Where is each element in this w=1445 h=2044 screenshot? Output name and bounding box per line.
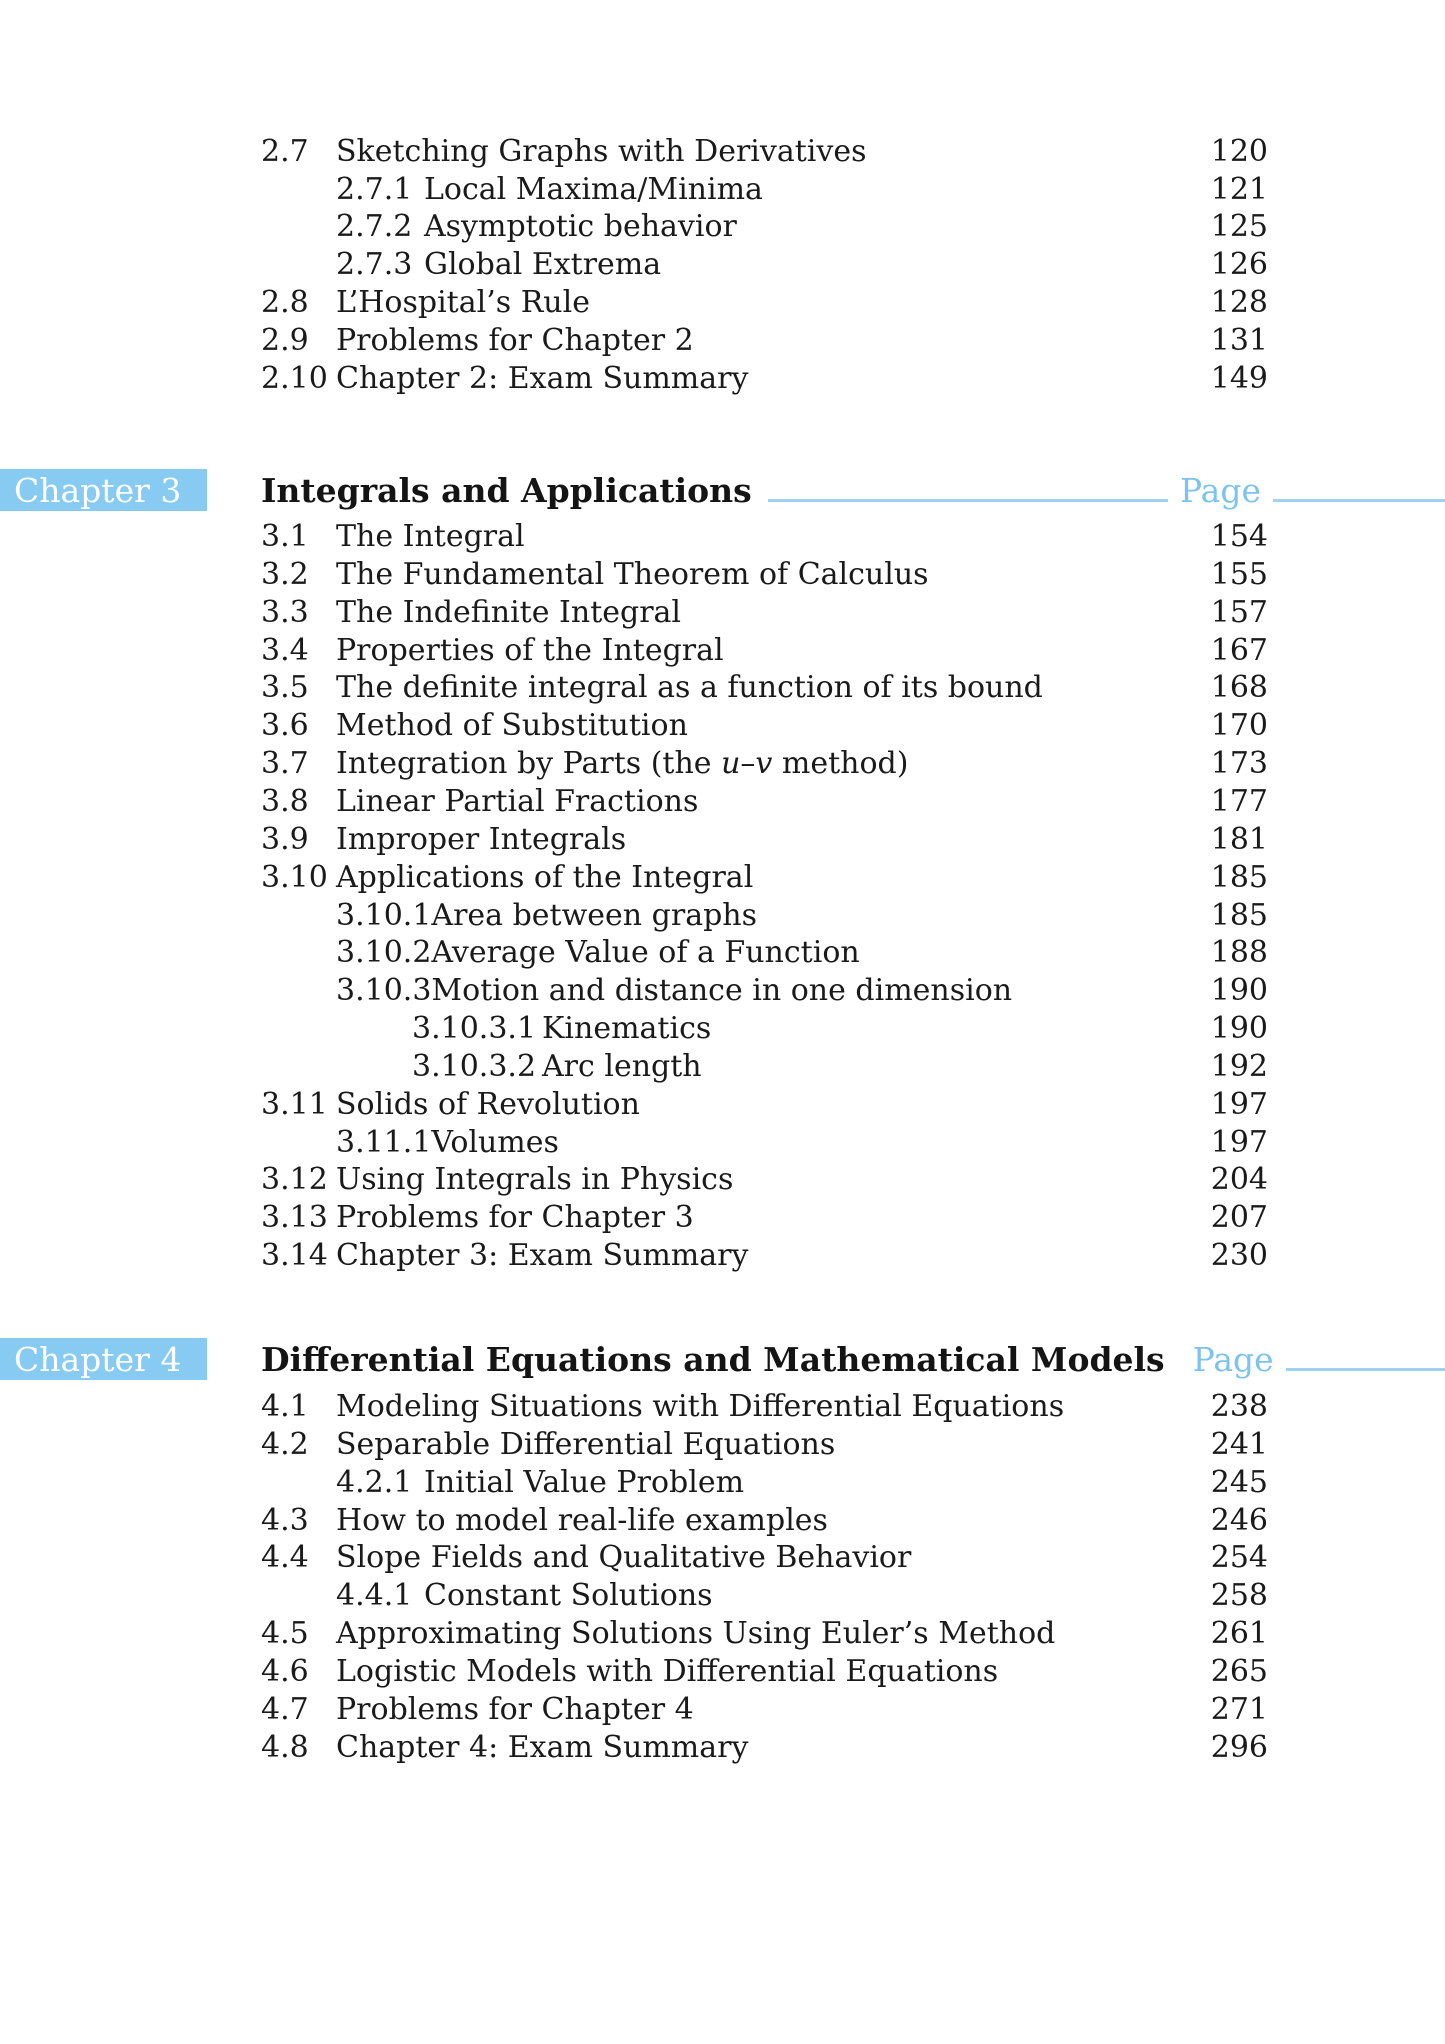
- toc-entry-page-number: 197: [1210, 1086, 1268, 1122]
- toc-entry-number: 3.10.2: [336, 935, 432, 971]
- toc-entry-number: 3.10: [261, 859, 328, 895]
- toc-entry-title: Chapter 2: Exam Summary: [336, 360, 749, 396]
- toc-entry[interactable]: [261, 1426, 1268, 1464]
- toc-entry-title: Volumes: [431, 1124, 559, 1160]
- toc-entry-number: 2.8: [261, 285, 309, 321]
- toc-entry-number: 2.7.1: [336, 171, 413, 207]
- toc-entry[interactable]: [261, 821, 1268, 859]
- toc-entry-title: Initial Value Problem: [424, 1464, 745, 1500]
- toc-entry-page-number: 185: [1210, 897, 1268, 933]
- toc-entry-number: 4.8: [261, 1729, 309, 1765]
- toc-entry-title: L’Hospital’s Rule: [336, 285, 590, 321]
- toc-entry-title: Modeling Situations with Differential Equations: [336, 1389, 1065, 1425]
- toc-entry-title: Chapter 4: Exam Summary: [336, 1729, 749, 1765]
- toc-entry-page-number: 168: [1210, 670, 1268, 706]
- toc-entry-number: 2.10: [261, 360, 328, 396]
- toc-entry-page-number: 181: [1210, 821, 1268, 857]
- toc-entry[interactable]: [261, 171, 1268, 209]
- toc-entry-page-number: 120: [1210, 133, 1268, 169]
- chapter4-title-row: [261, 1338, 1445, 1380]
- toc-entry-page-number: 258: [1210, 1578, 1268, 1614]
- toc-entry[interactable]: [261, 972, 1268, 1010]
- toc-entry-title: Kinematics: [542, 1011, 712, 1047]
- toc-entry-title: Approximating Solutions Using Euler’s Method: [336, 1616, 1056, 1652]
- toc-entry-title: Problems for Chapter 4: [336, 1691, 694, 1727]
- toc-entry[interactable]: [261, 284, 1268, 322]
- toc-entry-title: Chapter 3: Exam Summary: [336, 1238, 749, 1274]
- toc-entry-number: 3.13: [261, 1200, 328, 1236]
- toc-entry-page-number: 271: [1210, 1691, 1268, 1727]
- chapter3-page-label: Page: [1179, 471, 1261, 510]
- toc-entry-page-number: 192: [1210, 1048, 1268, 1084]
- toc-entry-page-number: 121: [1210, 171, 1268, 207]
- toc-entry-title: Method of Substitution: [336, 708, 688, 744]
- toc-entry[interactable]: [261, 1124, 1268, 1162]
- toc-entry[interactable]: [261, 246, 1268, 284]
- toc-entry-title: Logistic Models with Differential Equations: [336, 1653, 999, 1689]
- toc-entry[interactable]: [261, 1464, 1268, 1502]
- toc-entry-title: Problems for Chapter 3: [336, 1200, 694, 1236]
- toc-entry-page-number: 241: [1210, 1426, 1268, 1462]
- toc-entry-page-number: 125: [1210, 209, 1268, 245]
- chapter3-title: Integrals and Applications: [261, 471, 752, 510]
- toc-entry-page-number: 131: [1210, 322, 1268, 358]
- chapter4-page-label: Page: [1192, 1340, 1274, 1379]
- toc-section-chapter4: [261, 1388, 1268, 1766]
- toc-entry-number: 3.8: [261, 784, 309, 820]
- chapter4-tab: [0, 1338, 207, 1380]
- toc-entry-page-number: 185: [1210, 859, 1268, 895]
- toc-entry[interactable]: [261, 1615, 1268, 1653]
- toc-entry-page-number: 149: [1210, 360, 1268, 396]
- toc-entry-page-number: 261: [1210, 1616, 1268, 1652]
- chapter3-title-row: [261, 469, 1445, 511]
- toc-entry-title: The Integral: [336, 519, 525, 555]
- toc-entry[interactable]: [261, 632, 1268, 670]
- toc-entry-number: 3.10.3: [336, 973, 432, 1009]
- toc-entry-number: 3.5: [261, 670, 309, 706]
- toc-entry-title: Slope Fields and Qualitative Behavior: [336, 1540, 912, 1576]
- toc-section-chapter2-continued: [261, 133, 1268, 398]
- toc-entry-title: Asymptotic behavior: [424, 209, 737, 245]
- toc-entry-number: 4.4: [261, 1540, 309, 1576]
- toc-entry-number: 3.14: [261, 1238, 328, 1274]
- toc-entry[interactable]: [261, 518, 1268, 556]
- toc-entry-number: 2.9: [261, 322, 309, 358]
- toc-entry-page-number: 177: [1210, 784, 1268, 820]
- toc-entry[interactable]: [261, 1539, 1268, 1577]
- toc-entry-title: Using Integrals in Physics: [336, 1162, 734, 1198]
- chapter3-tab-label: Chapter 3: [14, 470, 182, 510]
- toc-entry[interactable]: [261, 1162, 1268, 1200]
- toc-entry-page-number: 167: [1210, 632, 1268, 668]
- toc-entry-page-number: 126: [1210, 247, 1268, 283]
- page-column-rule: [1273, 499, 1445, 502]
- toc-entry-page-number: 188: [1210, 935, 1268, 971]
- toc-entry-title: Properties of the Integral: [336, 632, 724, 668]
- toc-entry-number: 4.3: [261, 1502, 309, 1538]
- toc-entry-page-number: 254: [1210, 1540, 1268, 1576]
- toc-entry-title: Linear Partial Fractions: [336, 784, 699, 820]
- toc-entry-title: Local Maxima/Minima: [424, 171, 763, 207]
- toc-entry-number: 3.2: [261, 556, 309, 592]
- toc-entry-number: 4.1: [261, 1389, 309, 1425]
- toc-entry[interactable]: [261, 1237, 1268, 1275]
- toc-entry-page-number: 245: [1210, 1464, 1268, 1500]
- chapter3-tab: [0, 469, 207, 511]
- toc-entry-title: Solids of Revolution: [336, 1086, 640, 1122]
- toc-entry[interactable]: [261, 1199, 1268, 1237]
- toc-entry-page-number: 230: [1210, 1238, 1268, 1274]
- toc-entry[interactable]: [261, 208, 1268, 246]
- toc-entry-number: 4.6: [261, 1653, 309, 1689]
- toc-entry-title: How to model real-life examples: [336, 1502, 828, 1538]
- toc-entry-number: 4.5: [261, 1616, 309, 1652]
- toc-entry[interactable]: [261, 859, 1268, 897]
- chapter4-title: Differential Equations and Mathematical Models: [261, 1340, 1165, 1379]
- toc-entry[interactable]: [261, 322, 1268, 360]
- toc-entry[interactable]: [261, 360, 1268, 398]
- toc-entry[interactable]: [261, 1729, 1268, 1767]
- toc-entry-number: 3.4: [261, 632, 309, 668]
- chapter4-tab-label: Chapter 4: [14, 1339, 182, 1379]
- toc-entry-title: Sketching Graphs with Derivatives: [336, 133, 867, 169]
- toc-entry-page-number: 128: [1210, 285, 1268, 321]
- toc-entry-page-number: 157: [1210, 594, 1268, 630]
- toc-entry[interactable]: [261, 934, 1268, 972]
- toc-entry-title: Applications of the Integral: [336, 859, 754, 895]
- toc-entry[interactable]: [261, 1010, 1268, 1048]
- toc-entry-page-number: 238: [1210, 1389, 1268, 1425]
- toc-entry-page-number: 190: [1210, 973, 1268, 1009]
- toc-entry-title: Problems for Chapter 2: [336, 322, 694, 358]
- toc-entry[interactable]: [261, 1691, 1268, 1729]
- toc-entry-number: 3.11.1: [336, 1124, 432, 1160]
- toc-entry-page-number: 296: [1210, 1729, 1268, 1765]
- toc-entry[interactable]: [261, 1653, 1268, 1691]
- toc-entry-title: Average Value of a Function: [431, 935, 860, 971]
- toc-section-chapter3: [261, 518, 1268, 1275]
- toc-entry-title: Motion and distance in one dimension: [431, 973, 1013, 1009]
- toc-entry[interactable]: [261, 1048, 1268, 1086]
- toc-entry-number: 3.9: [261, 821, 309, 857]
- toc-entry-title: Arc length: [542, 1048, 702, 1084]
- toc-entry[interactable]: [261, 133, 1268, 171]
- toc-entry[interactable]: [261, 556, 1268, 594]
- toc-entry-title: The Fundamental Theorem of Calculus: [336, 556, 929, 592]
- toc-entry[interactable]: [261, 897, 1268, 935]
- toc-entry-number: 4.2.1: [336, 1464, 413, 1500]
- toc-entry-page-number: 154: [1210, 519, 1268, 555]
- toc-entry-page-number: 207: [1210, 1200, 1268, 1236]
- toc-entry-number: 3.3: [261, 594, 309, 630]
- toc-entry-number: 4.2: [261, 1426, 309, 1462]
- toc-entry[interactable]: [261, 1577, 1268, 1615]
- toc-entry[interactable]: [261, 1388, 1268, 1426]
- toc-entry-number: 3.1: [261, 519, 309, 555]
- toc-entry[interactable]: [261, 1502, 1268, 1540]
- toc-entry-title: The Indefinite Integral: [336, 594, 682, 630]
- toc-entry-number: 3.7: [261, 746, 309, 782]
- toc-entry-number: 2.7: [261, 133, 309, 169]
- toc-entry-number: 3.10.1: [336, 897, 432, 933]
- toc-entry-title: Improper Integrals: [336, 821, 627, 857]
- toc-entry[interactable]: [261, 707, 1268, 745]
- toc-entry-title: The definite integral as a function of its bound: [336, 670, 1043, 706]
- page-column-rule: [1286, 1368, 1445, 1371]
- toc-entry-title: Separable Differential Equations: [336, 1426, 836, 1462]
- toc-entry-page-number: 170: [1210, 708, 1268, 744]
- toc-entry-number: 3.10.3.2: [412, 1048, 537, 1084]
- page-column-rule: [768, 499, 1168, 502]
- toc-entry[interactable]: [261, 670, 1268, 708]
- toc-entry-number: 3.6: [261, 708, 309, 744]
- toc-entry-page-number: 197: [1210, 1124, 1268, 1160]
- toc-entry-title: Global Extrema: [424, 247, 662, 283]
- toc-entry-page-number: 190: [1210, 1011, 1268, 1047]
- toc-entry-page-number: 265: [1210, 1653, 1268, 1689]
- toc-entry[interactable]: [261, 594, 1268, 632]
- toc-entry-number: 3.11: [261, 1086, 328, 1122]
- toc-entry[interactable]: [261, 1086, 1268, 1124]
- toc-entry-page-number: 173: [1210, 746, 1268, 782]
- toc-entry-number: 4.7: [261, 1691, 309, 1727]
- toc-entry[interactable]: [261, 745, 1268, 783]
- toc-entry-page-number: 246: [1210, 1502, 1268, 1538]
- toc-entry-title: Constant Solutions: [424, 1578, 713, 1614]
- toc-entry-page-number: 155: [1210, 556, 1268, 592]
- toc-entry-title: Integration by Parts (the u–v method): [336, 746, 909, 782]
- toc-entry-number: 2.7.3: [336, 247, 413, 283]
- toc-entry-number: 2.7.2: [336, 209, 413, 245]
- toc-entry[interactable]: [261, 783, 1268, 821]
- toc-entry-number: 3.10.3.1: [412, 1011, 537, 1047]
- toc-entry-number: 4.4.1: [336, 1578, 413, 1614]
- toc-entry-title: Area between graphs: [431, 897, 758, 933]
- toc-entry-number: 3.12: [261, 1162, 328, 1198]
- toc-entry-page-number: 204: [1210, 1162, 1268, 1198]
